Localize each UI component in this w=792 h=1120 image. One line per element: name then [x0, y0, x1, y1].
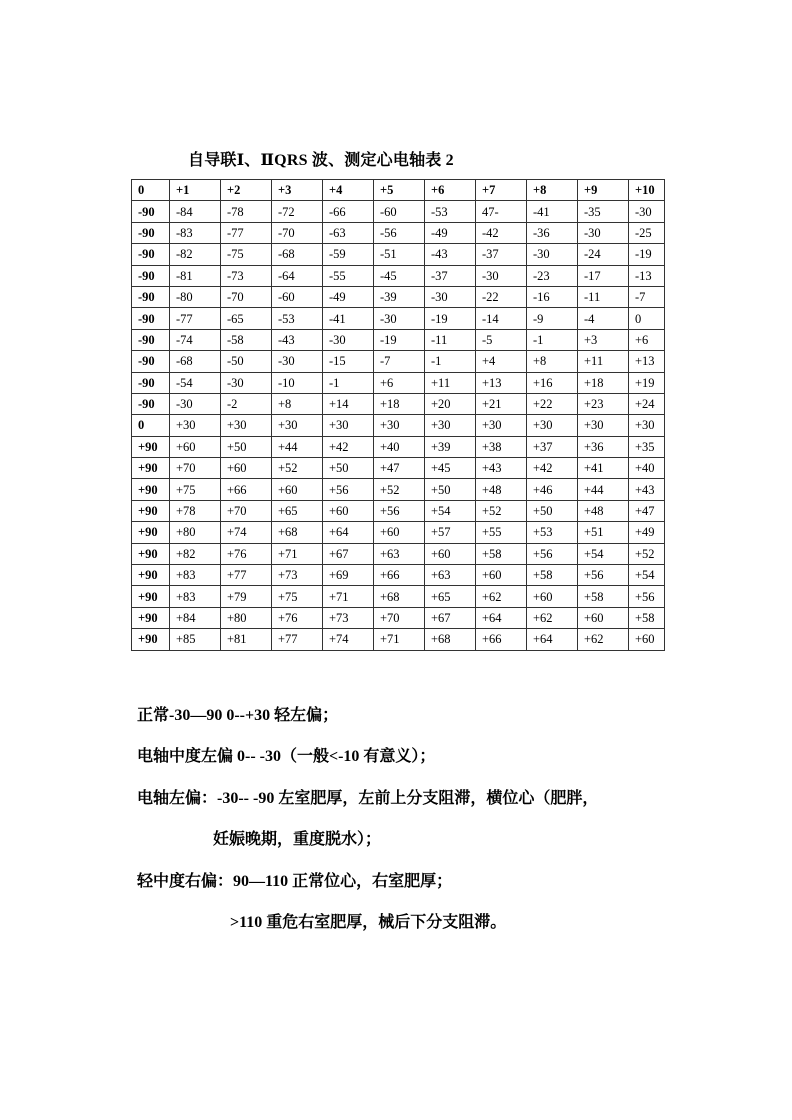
table-cell: -11 [425, 329, 476, 350]
table-cell: +60 [476, 565, 527, 586]
table-cell: +60 [374, 522, 425, 543]
table-header-row [132, 180, 665, 201]
table-cell: +70 [221, 500, 272, 521]
note-left-deviation: 电轴左偏：-30-- -90 左室肥厚，左前上分支阻滞，横位心（肥胖， [137, 790, 599, 807]
table-cell: +4 [476, 351, 527, 372]
table-cell: +8 [527, 351, 578, 372]
table-cell: -25 [629, 222, 665, 243]
table-cell: -15 [323, 351, 374, 372]
row-header-cell: +90 [132, 458, 170, 479]
table-cell: +85 [170, 629, 221, 650]
note-normal: 正常-30—90 0--+30 轻左偏； [137, 707, 339, 724]
table-cell: +52 [272, 458, 323, 479]
table-cell: +30 [527, 415, 578, 436]
table-cell: -60 [272, 286, 323, 307]
table-cell: +16 [527, 372, 578, 393]
table-cell: +35 [629, 436, 665, 457]
table-cell: +38 [476, 436, 527, 457]
table-cell: -53 [272, 308, 323, 329]
table-cell: +56 [578, 565, 629, 586]
table-cell: -10 [272, 372, 323, 393]
table-cell: +69 [323, 565, 374, 586]
note-severe-right-deviation: >110 重危右室肥厚，械后下分支阻滞。 [230, 914, 507, 931]
row-header-cell: -90 [132, 201, 170, 222]
table-cell: +42 [323, 436, 374, 457]
table-row [132, 201, 665, 222]
table-cell: +67 [425, 607, 476, 628]
table-cell: +60 [323, 500, 374, 521]
table-cell: +56 [323, 479, 374, 500]
table-cell: +62 [527, 607, 578, 628]
table-cell: -74 [170, 329, 221, 350]
table-cell: +30 [170, 415, 221, 436]
table-cell: -4 [578, 308, 629, 329]
table-cell: -49 [323, 286, 374, 307]
table-cell: +57 [425, 522, 476, 543]
table-cell: +73 [272, 565, 323, 586]
table-cell: -68 [272, 244, 323, 265]
table-cell: +60 [527, 586, 578, 607]
row-header-cell: +90 [132, 565, 170, 586]
table-cell: +55 [476, 522, 527, 543]
table-cell: +30 [323, 415, 374, 436]
table-cell: -65 [221, 308, 272, 329]
table-cell: -51 [374, 244, 425, 265]
table-cell: -30 [629, 201, 665, 222]
header-cell: +10 [629, 180, 665, 201]
table-cell: +56 [527, 543, 578, 564]
table-cell: -39 [374, 286, 425, 307]
table-cell: +30 [629, 415, 665, 436]
row-header-cell: +90 [132, 629, 170, 650]
table-cell: -70 [272, 222, 323, 243]
table-cell: +76 [221, 543, 272, 564]
table-row [132, 543, 665, 564]
table-cell: +63 [374, 543, 425, 564]
table-title: 自导联Ⅰ、ⅡQRS 波、测定心电轴表 2 [188, 152, 454, 169]
table-cell: +47 [629, 500, 665, 521]
table-cell: +66 [374, 565, 425, 586]
table-cell: +43 [629, 479, 665, 500]
note-moderate-left-deviation: 电轴中度左偏 0-- -30（一般<-10 有意义）； [137, 748, 436, 765]
table-cell: +56 [374, 500, 425, 521]
table-cell: +51 [578, 522, 629, 543]
table-cell: -73 [221, 265, 272, 286]
table-cell: -50 [221, 351, 272, 372]
table-cell: -77 [170, 308, 221, 329]
header-cell: +8 [527, 180, 578, 201]
table-cell: +54 [629, 565, 665, 586]
table-cell: +71 [323, 586, 374, 607]
table-cell: -1 [425, 351, 476, 372]
table-cell: +60 [629, 629, 665, 650]
table-cell: -5 [476, 329, 527, 350]
table-cell: +30 [425, 415, 476, 436]
table-cell: +75 [272, 586, 323, 607]
table-cell: +68 [272, 522, 323, 543]
table-cell: +50 [527, 500, 578, 521]
table-row [132, 479, 665, 500]
table-cell: 47- [476, 201, 527, 222]
table-cell: -30 [425, 286, 476, 307]
table-row [132, 415, 665, 436]
row-header-cell: -90 [132, 308, 170, 329]
table-cell: -14 [476, 308, 527, 329]
row-header-cell: +90 [132, 543, 170, 564]
header-cell: +4 [323, 180, 374, 201]
table-cell: +46 [527, 479, 578, 500]
note-left-deviation-cont: 妊娠晚期，重度脱水）； [213, 831, 382, 848]
table-cell: +81 [221, 629, 272, 650]
table-row [132, 586, 665, 607]
row-header-cell: -90 [132, 244, 170, 265]
table-cell: +66 [476, 629, 527, 650]
table-cell: +64 [323, 522, 374, 543]
table-cell: -30 [527, 244, 578, 265]
table-cell: +50 [221, 436, 272, 457]
table-cell: -53 [425, 201, 476, 222]
table-cell: -66 [323, 201, 374, 222]
table-cell: +62 [476, 586, 527, 607]
header-cell: 0 [132, 180, 170, 201]
table-cell: +84 [170, 607, 221, 628]
table-row [132, 286, 665, 307]
table-cell: -49 [425, 222, 476, 243]
table-cell: -35 [578, 201, 629, 222]
table-cell: 0 [629, 308, 665, 329]
table-cell: -42 [476, 222, 527, 243]
table-cell: -81 [170, 265, 221, 286]
table-cell: +30 [374, 415, 425, 436]
table-cell: +83 [170, 565, 221, 586]
table-row [132, 565, 665, 586]
row-header-cell: -90 [132, 351, 170, 372]
table-cell: -19 [374, 329, 425, 350]
table-cell: +77 [272, 629, 323, 650]
table-cell: +23 [578, 393, 629, 414]
table-cell: +65 [272, 500, 323, 521]
table-row [132, 351, 665, 372]
table-cell: +18 [374, 393, 425, 414]
table-cell: +60 [578, 607, 629, 628]
table-cell: -23 [527, 265, 578, 286]
table-row [132, 329, 665, 350]
table-cell: +6 [629, 329, 665, 350]
table-cell: +64 [476, 607, 527, 628]
axis-table [131, 179, 665, 651]
table-cell: -30 [578, 222, 629, 243]
row-header-cell: -90 [132, 286, 170, 307]
table-row [132, 458, 665, 479]
table-cell: +68 [425, 629, 476, 650]
table-cell: +70 [374, 607, 425, 628]
table-cell: -1 [527, 329, 578, 350]
table-cell: +6 [374, 372, 425, 393]
header-cell: +1 [170, 180, 221, 201]
table-cell: -64 [272, 265, 323, 286]
table-cell: -45 [374, 265, 425, 286]
table-cell: +83 [170, 586, 221, 607]
table-cell: +71 [374, 629, 425, 650]
table-cell: +60 [221, 458, 272, 479]
table-cell: -37 [476, 244, 527, 265]
table-cell: -24 [578, 244, 629, 265]
table-cell: +30 [476, 415, 527, 436]
table-cell: -75 [221, 244, 272, 265]
table-cell: +82 [170, 543, 221, 564]
table-cell: +44 [272, 436, 323, 457]
table-cell: +60 [272, 479, 323, 500]
table-cell: -2 [221, 393, 272, 414]
row-header-cell: +90 [132, 586, 170, 607]
table-cell: -80 [170, 286, 221, 307]
table-cell: -30 [221, 372, 272, 393]
row-header-cell: +90 [132, 500, 170, 521]
table-cell: -43 [425, 244, 476, 265]
table-cell: -30 [170, 393, 221, 414]
table-cell: -19 [629, 244, 665, 265]
table-cell: +65 [425, 586, 476, 607]
table-cell: -55 [323, 265, 374, 286]
table-cell: -11 [578, 286, 629, 307]
table-cell: +20 [425, 393, 476, 414]
table-cell: -72 [272, 201, 323, 222]
row-header-cell: -90 [132, 372, 170, 393]
table-cell: -84 [170, 201, 221, 222]
table-cell: -54 [170, 372, 221, 393]
table-cell: +60 [425, 543, 476, 564]
table-cell: -19 [425, 308, 476, 329]
table-cell: +74 [323, 629, 374, 650]
row-header-cell: +90 [132, 522, 170, 543]
table-cell: -7 [629, 286, 665, 307]
table-cell: +22 [527, 393, 578, 414]
table-cell: +48 [578, 500, 629, 521]
table-cell: -30 [323, 329, 374, 350]
table-cell: -58 [221, 329, 272, 350]
table-cell: -82 [170, 244, 221, 265]
table-cell: +41 [578, 458, 629, 479]
table-cell: +63 [425, 565, 476, 586]
row-header-cell: +90 [132, 607, 170, 628]
table-cell: +67 [323, 543, 374, 564]
table-cell: -56 [374, 222, 425, 243]
table-cell: -17 [578, 265, 629, 286]
table-cell: +40 [374, 436, 425, 457]
table-row [132, 222, 665, 243]
table-cell: -43 [272, 329, 323, 350]
table-cell: +14 [323, 393, 374, 414]
table-cell: -41 [527, 201, 578, 222]
table-cell: +80 [221, 607, 272, 628]
row-header-cell: -90 [132, 329, 170, 350]
table-cell: +40 [629, 458, 665, 479]
table-row [132, 629, 665, 650]
table-cell: +50 [425, 479, 476, 500]
table-cell: +73 [323, 607, 374, 628]
table-cell: +18 [578, 372, 629, 393]
table-cell: -7 [374, 351, 425, 372]
table-cell: +53 [527, 522, 578, 543]
table-cell: -59 [323, 244, 374, 265]
table-cell: +30 [272, 415, 323, 436]
table-cell: -63 [323, 222, 374, 243]
table-cell: +37 [527, 436, 578, 457]
table-cell: +24 [629, 393, 665, 414]
table-row [132, 265, 665, 286]
table-cell: +76 [272, 607, 323, 628]
table-cell: +19 [629, 372, 665, 393]
row-header-cell: -90 [132, 393, 170, 414]
table-cell: -36 [527, 222, 578, 243]
table-row [132, 607, 665, 628]
table-cell: +75 [170, 479, 221, 500]
table-cell: +68 [374, 586, 425, 607]
table-cell: +49 [629, 522, 665, 543]
table-cell: +13 [629, 351, 665, 372]
table-cell: +21 [476, 393, 527, 414]
table-cell: -30 [476, 265, 527, 286]
table-cell: +80 [170, 522, 221, 543]
table-row [132, 244, 665, 265]
row-header-cell: 0 [132, 415, 170, 436]
table-cell: +11 [425, 372, 476, 393]
table-cell: +52 [629, 543, 665, 564]
table-cell: +50 [323, 458, 374, 479]
table-cell: -16 [527, 286, 578, 307]
table-cell: -37 [425, 265, 476, 286]
row-header-cell: -90 [132, 265, 170, 286]
table-cell: +54 [425, 500, 476, 521]
table-cell: -60 [374, 201, 425, 222]
table-cell: +58 [476, 543, 527, 564]
header-cell: +2 [221, 180, 272, 201]
table-cell: +8 [272, 393, 323, 414]
table-cell: -41 [323, 308, 374, 329]
table-row [132, 393, 665, 414]
table-cell: +42 [527, 458, 578, 479]
table-cell: +47 [374, 458, 425, 479]
table-cell: +62 [578, 629, 629, 650]
table-cell: +79 [221, 586, 272, 607]
header-cell: +3 [272, 180, 323, 201]
table-cell: +58 [629, 607, 665, 628]
table-row [132, 308, 665, 329]
table-cell: +54 [578, 543, 629, 564]
row-header-cell: -90 [132, 222, 170, 243]
header-cell: +5 [374, 180, 425, 201]
table-cell: +58 [578, 586, 629, 607]
table-cell: +43 [476, 458, 527, 479]
table-cell: +56 [629, 586, 665, 607]
table-cell: +66 [221, 479, 272, 500]
table-cell: +45 [425, 458, 476, 479]
table-cell: -70 [221, 286, 272, 307]
table-cell: +30 [578, 415, 629, 436]
table-cell: -30 [272, 351, 323, 372]
table-cell: +64 [527, 629, 578, 650]
table-cell: +36 [578, 436, 629, 457]
row-header-cell: +90 [132, 479, 170, 500]
table-row [132, 372, 665, 393]
table-cell: -68 [170, 351, 221, 372]
header-cell: +9 [578, 180, 629, 201]
table-cell: -13 [629, 265, 665, 286]
table-cell: -77 [221, 222, 272, 243]
table-cell: +52 [374, 479, 425, 500]
table-cell: +44 [578, 479, 629, 500]
table-row [132, 436, 665, 457]
table-cell: +3 [578, 329, 629, 350]
header-cell: +6 [425, 180, 476, 201]
note-right-deviation: 轻中度右偏：90—110 正常位心，右室肥厚； [137, 873, 453, 890]
table-cell: -83 [170, 222, 221, 243]
header-cell: +7 [476, 180, 527, 201]
table-cell: -78 [221, 201, 272, 222]
row-header-cell: +90 [132, 436, 170, 457]
table-cell: +60 [170, 436, 221, 457]
table-cell: +39 [425, 436, 476, 457]
table-cell: -30 [374, 308, 425, 329]
table-cell: -1 [323, 372, 374, 393]
table-cell: +58 [527, 565, 578, 586]
table-cell: +74 [221, 522, 272, 543]
table-cell: +48 [476, 479, 527, 500]
table-cell: -22 [476, 286, 527, 307]
table-cell: +77 [221, 565, 272, 586]
table-cell: -9 [527, 308, 578, 329]
table-row [132, 522, 665, 543]
table-cell: +71 [272, 543, 323, 564]
table-cell: +70 [170, 458, 221, 479]
table-cell: +52 [476, 500, 527, 521]
table-cell: +78 [170, 500, 221, 521]
table-row [132, 500, 665, 521]
table-cell: +13 [476, 372, 527, 393]
table-cell: +30 [221, 415, 272, 436]
table-cell: +11 [578, 351, 629, 372]
